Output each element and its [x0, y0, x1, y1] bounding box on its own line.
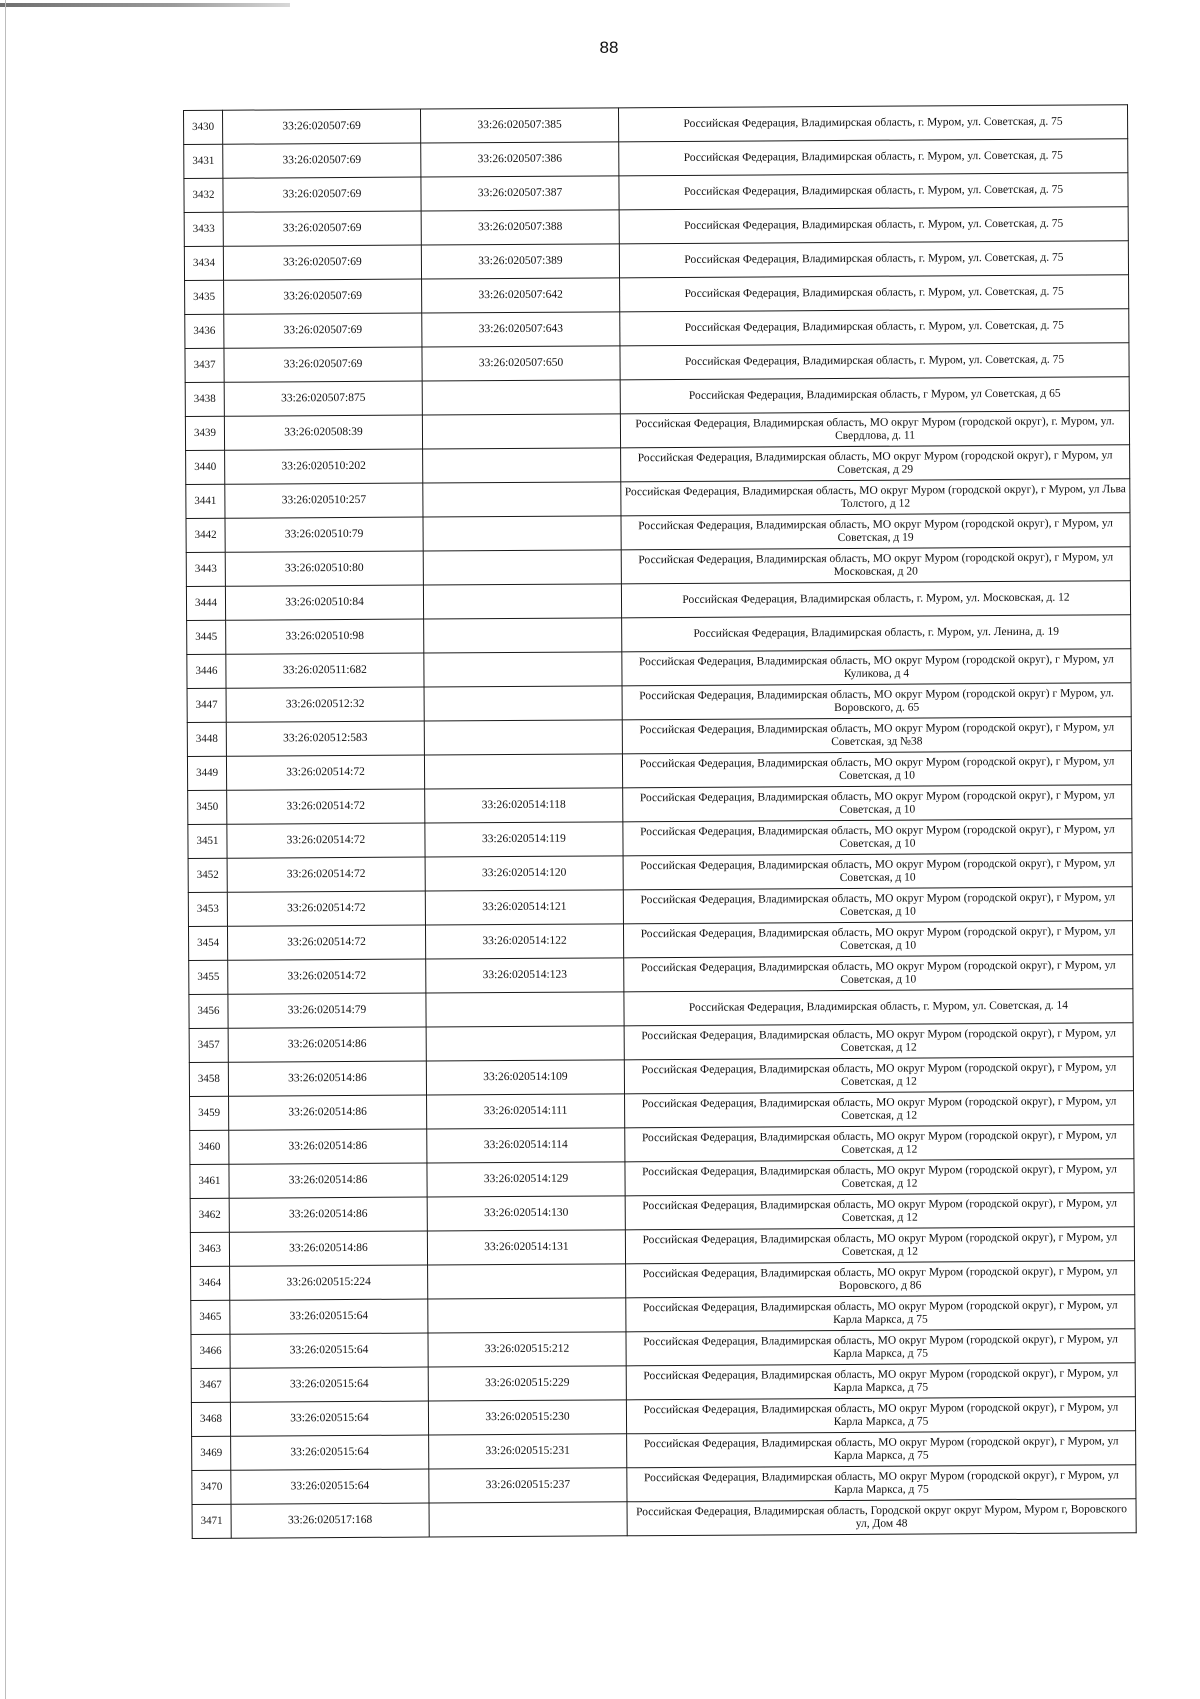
row-number-cell: 3435 [185, 280, 224, 314]
table-row [192, 1499, 1136, 1539]
row-number-cell: 3431 [184, 144, 223, 178]
address-cell: Российская Федерация, Владимирская область, г. Муром, ул. Ленина, д. 19 [622, 615, 1131, 652]
row-number-cell: 3468 [191, 1402, 230, 1436]
row-number-cell: 3450 [188, 790, 227, 824]
cadastral-number-cell: 33:26:020510:79 [225, 517, 423, 552]
address-cell: Российская Федерация, Владимирская область, МО округ Муром (городской округ), г Муром, ул Советская, д 10 [623, 785, 1132, 822]
row-number-cell: 3453 [188, 892, 227, 926]
registry-table [183, 104, 1137, 1539]
table-row [191, 1363, 1135, 1403]
address-cell: Российская Федерация, Владимирская область, МО округ Муром (городской округ), г Муром, ул Советская, д 29 [621, 445, 1130, 482]
table-row [187, 717, 1131, 757]
table-row [184, 241, 1128, 281]
object-cadastral-number-cell: 33:26:020515:231 [429, 1434, 627, 1469]
table-row [188, 921, 1132, 961]
table-row [184, 173, 1128, 213]
table-row [186, 513, 1130, 553]
table-row [189, 1057, 1133, 1097]
cadastral-number-cell: 33:26:020512:583 [226, 721, 424, 756]
row-number-cell: 3432 [184, 178, 223, 212]
cadastral-number-cell: 33:26:020517:168 [231, 1503, 429, 1538]
scan-edge-mark [0, 3, 290, 7]
object-cadastral-number-cell [429, 1502, 627, 1537]
row-number-cell: 3470 [192, 1470, 231, 1504]
address-cell: Российская Федерация, Владимирская область, МО округ Муром (городской округ), г Муром, ул Советская, д 12 [625, 1227, 1134, 1264]
object-cadastral-number-cell [422, 380, 620, 415]
cadastral-number-cell: 33:26:020514:72 [227, 857, 425, 892]
cadastral-number-cell: 33:26:020514:72 [227, 925, 425, 960]
table-row [191, 1397, 1135, 1437]
address-cell: Российская Федерация, Владимирская область, г. Муром, ул. Советская, д. 75 [619, 241, 1128, 278]
address-cell: Российская Федерация, Владимирская область, МО округ Муром (городской округ), г Муром, ул Советская, д 10 [623, 853, 1132, 890]
cadastral-number-cell: 33:26:020515:64 [230, 1401, 428, 1436]
table-row [188, 785, 1132, 825]
row-number-cell: 3449 [187, 756, 226, 790]
object-cadastral-number-cell: 33:26:020507:388 [421, 210, 619, 245]
cadastral-number-cell: 33:26:020514:86 [229, 1197, 427, 1232]
object-cadastral-number-cell [428, 1298, 626, 1333]
row-number-cell: 3436 [185, 314, 224, 348]
object-cadastral-number-cell [424, 652, 622, 687]
table-row [186, 479, 1130, 519]
address-cell: Российская Федерация, Владимирская область, г. Муром, ул. Московская, д. 12 [621, 581, 1130, 618]
row-number-cell: 3469 [192, 1436, 231, 1470]
address-cell: Российская Федерация, Владимирская область, МО округ Муром (городской округ), г. Муром, ул. Свердлова, д. 11 [620, 411, 1129, 448]
address-cell: Российская Федерация, Владимирская область, МО округ Муром (городской округ), г Муром, ул Карла Маркса, д 75 [626, 1295, 1135, 1332]
address-cell: Российская Федерация, Владимирская область, г. Муром, ул. Советская, д. 75 [619, 139, 1128, 176]
object-cadastral-number-cell [426, 992, 624, 1027]
object-cadastral-number-cell: 33:26:020515:237 [429, 1468, 627, 1503]
cadastral-number-cell: 33:26:020514:86 [228, 1061, 426, 1096]
table-row [184, 207, 1128, 247]
row-number-cell: 3438 [185, 382, 224, 416]
object-cadastral-number-cell: 33:26:020514:129 [427, 1162, 625, 1197]
cadastral-number-cell: 33:26:020510:84 [225, 585, 423, 620]
address-cell: Российская Федерация, Владимирская область, МО округ Муром (городской округ), г Муром, ул Советская, д 12 [625, 1159, 1134, 1196]
object-cadastral-number-cell [423, 584, 621, 619]
row-number-cell: 3441 [186, 484, 225, 518]
row-number-cell: 3445 [187, 620, 226, 654]
object-cadastral-number-cell: 33:26:020507:387 [421, 176, 619, 211]
address-cell: Российская Федерация, Владимирская область, МО округ Муром (городской округ), г Муром, ул Советская, д 12 [625, 1125, 1134, 1162]
row-number-cell: 3455 [189, 960, 228, 994]
cadastral-number-cell: 33:26:020510:98 [226, 619, 424, 654]
object-cadastral-number-cell: 33:26:020514:109 [426, 1060, 624, 1095]
object-cadastral-number-cell: 33:26:020507:385 [420, 108, 618, 143]
address-cell: Российская Федерация, Владимирская область, МО округ Муром (городской округ), г Муром, ул Московская, д 20 [621, 547, 1130, 584]
address-cell: Российская Федерация, Владимирская область, г. Муром, ул. Советская, д. 75 [619, 207, 1128, 244]
table-row [192, 1465, 1136, 1505]
table-row [190, 1091, 1134, 1131]
object-cadastral-number-cell: 33:26:020514:118 [425, 788, 623, 823]
row-number-cell: 3457 [189, 1028, 228, 1062]
table-row [191, 1261, 1135, 1301]
cadastral-number-cell: 33:26:020515:64 [230, 1333, 428, 1368]
table-row [191, 1295, 1135, 1335]
row-number-cell: 3452 [188, 858, 227, 892]
page-number: 88 [599, 38, 619, 57]
cadastral-number-cell: 33:26:020507:69 [224, 279, 422, 314]
table-row [184, 139, 1128, 179]
cadastral-number-cell: 33:26:020514:72 [228, 959, 426, 994]
row-number-cell: 3446 [187, 654, 226, 688]
cadastral-number-cell: 33:26:020514:86 [229, 1129, 427, 1164]
address-cell: Российская Федерация, Владимирская область, МО округ Муром (городской округ), г Муром, ул Советская, д 10 [624, 955, 1133, 992]
table-row [190, 1227, 1134, 1267]
row-number-cell: 3465 [191, 1300, 230, 1334]
cadastral-number-cell: 33:26:020514:86 [229, 1095, 427, 1130]
object-cadastral-number-cell [424, 720, 622, 755]
table-row [188, 819, 1132, 859]
cadastral-number-cell: 33:26:020514:72 [227, 891, 425, 926]
cadastral-number-cell: 33:26:020507:69 [224, 313, 422, 348]
cadastral-number-cell: 33:26:020510:202 [225, 449, 423, 484]
object-cadastral-number-cell [424, 686, 622, 721]
row-number-cell: 3448 [187, 722, 226, 756]
cadastral-number-cell: 33:26:020507:69 [223, 211, 421, 246]
cadastral-number-cell: 33:26:020515:64 [230, 1367, 428, 1402]
address-cell: Российская Федерация, Владимирская область, МО округ Муром (городской округ), г Муром, ул Советская, д 10 [623, 921, 1132, 958]
object-cadastral-number-cell: 33:26:020514:123 [426, 958, 624, 993]
cadastral-number-cell: 33:26:020507:69 [223, 143, 421, 178]
row-number-cell: 3463 [190, 1232, 229, 1266]
cadastral-number-cell: 33:26:020514:72 [227, 823, 425, 858]
address-cell: Российская Федерация, Владимирская область, МО округ Муром (городской округ), г Муром, ул Советская, д 10 [623, 887, 1132, 924]
address-cell: Российская Федерация, Владимирская область, г. Муром, ул. Советская, д. 75 [620, 343, 1129, 380]
table-row [185, 411, 1129, 451]
address-cell: Российская Федерация, Владимирская область, г. Муром, ул. Советская, д. 75 [620, 309, 1129, 346]
object-cadastral-number-cell: 33:26:020507:389 [421, 244, 619, 279]
table-row [187, 683, 1131, 723]
address-cell: Российская Федерация, Владимирская область, МО округ Муром (городской округ), г Муром, ул Карла Маркса, д 75 [626, 1363, 1135, 1400]
address-cell: Российская Федерация, Владимирская область, МО округ Муром (городской округ), г Муром, ул Советская, д 12 [625, 1193, 1134, 1230]
row-number-cell: 3451 [188, 824, 227, 858]
cadastral-number-cell: 33:26:020515:64 [231, 1435, 429, 1470]
row-number-cell: 3456 [189, 994, 228, 1028]
object-cadastral-number-cell [428, 1264, 626, 1299]
object-cadastral-number-cell: 33:26:020514:121 [425, 890, 623, 925]
object-cadastral-number-cell: 33:26:020507:643 [422, 312, 620, 347]
object-cadastral-number-cell: 33:26:020514:119 [425, 822, 623, 857]
table-row [186, 581, 1130, 621]
cadastral-number-cell: 33:26:020507:69 [223, 177, 421, 212]
address-cell: Российская Федерация, Владимирская область, Городской округ округ Муром, Муром г, Воровского ул, Дом 48 [627, 1499, 1136, 1536]
cadastral-number-cell: 33:26:020507:69 [223, 245, 421, 280]
address-cell: Российская Федерация, Владимирская область, МО округ Муром (городской округ), г Муром, ул Советская, д 10 [623, 819, 1132, 856]
address-cell: Российская Федерация, Владимирская область, МО округ Муром (городской округ), г Муром, ул Карла Маркса, д 75 [627, 1431, 1136, 1468]
object-cadastral-number-cell [423, 482, 621, 517]
address-cell: Российская Федерация, Владимирская область, МО округ Муром (городской округ) г Муром, ул. Воровского, д. 65 [622, 683, 1131, 720]
cadastral-number-cell: 33:26:020514:72 [226, 755, 424, 790]
address-cell: Российская Федерация, Владимирская область, МО округ Муром (городской округ), г Муром, ул Советская, д 12 [624, 1057, 1133, 1094]
cadastral-number-cell: 33:26:020515:224 [230, 1265, 428, 1300]
row-number-cell: 3433 [184, 212, 223, 246]
row-number-cell: 3471 [192, 1504, 231, 1538]
object-cadastral-number-cell [423, 550, 621, 585]
address-cell: Российская Федерация, Владимирская область, г Муром, ул Советская, д 65 [620, 377, 1129, 414]
table-row [188, 887, 1132, 927]
cadastral-number-cell: 33:26:020507:69 [224, 347, 422, 382]
registry-table-body [184, 105, 1137, 1539]
table-row [191, 1329, 1135, 1369]
address-cell: Российская Федерация, Владимирская область, г. Муром, ул. Советская, д. 14 [624, 989, 1133, 1026]
row-number-cell: 3434 [184, 246, 223, 280]
object-cadastral-number-cell [424, 618, 622, 653]
table-row [187, 615, 1131, 655]
object-cadastral-number-cell: 33:26:020507:642 [422, 278, 620, 313]
cadastral-number-cell: 33:26:020514:72 [227, 789, 425, 824]
object-cadastral-number-cell: 33:26:020515:212 [428, 1332, 626, 1367]
row-number-cell: 3458 [189, 1062, 228, 1096]
cadastral-number-cell: 33:26:020507:875 [224, 381, 422, 416]
object-cadastral-number-cell: 33:26:020507:386 [421, 142, 619, 177]
object-cadastral-number-cell: 33:26:020515:230 [428, 1400, 626, 1435]
address-cell: Российская Федерация, Владимирская область, МО округ Муром (городской округ), г Муром, ул Карла Маркса, д 75 [626, 1329, 1135, 1366]
row-number-cell: 3437 [185, 348, 224, 382]
table-row [186, 547, 1130, 587]
object-cadastral-number-cell [423, 448, 621, 483]
scan-left-edge [5, 0, 6, 1699]
cadastral-number-cell: 33:26:020508:39 [224, 415, 422, 450]
row-number-cell: 3459 [190, 1096, 229, 1130]
table-row [190, 1193, 1134, 1233]
object-cadastral-number-cell [426, 1026, 624, 1061]
table-row [185, 309, 1129, 349]
table-row [187, 751, 1131, 791]
cadastral-number-cell: 33:26:020510:257 [225, 483, 423, 518]
object-cadastral-number-cell: 33:26:020514:111 [427, 1094, 625, 1129]
address-cell: Российская Федерация, Владимирская область, МО округ Муром (городской округ), г Муром, ул Куликова, д 4 [622, 649, 1131, 686]
row-number-cell: 3460 [190, 1130, 229, 1164]
table-row [185, 275, 1129, 315]
row-number-cell: 3439 [185, 416, 224, 450]
row-number-cell: 3454 [188, 926, 227, 960]
object-cadastral-number-cell: 33:26:020514:122 [425, 924, 623, 959]
cadastral-number-cell: 33:26:020514:79 [228, 993, 426, 1028]
cadastral-number-cell: 33:26:020514:86 [229, 1163, 427, 1198]
table-row [189, 1023, 1133, 1063]
object-cadastral-number-cell: 33:26:020514:131 [427, 1230, 625, 1265]
table-row [185, 377, 1129, 417]
cadastral-number-cell: 33:26:020512:32 [226, 687, 424, 722]
table-row [189, 989, 1133, 1029]
table-row [190, 1125, 1134, 1165]
cadastral-number-cell: 33:26:020507:69 [223, 109, 421, 144]
table-row [189, 955, 1133, 995]
table-row [192, 1431, 1136, 1471]
object-cadastral-number-cell [423, 516, 621, 551]
row-number-cell: 3440 [186, 450, 225, 484]
object-cadastral-number-cell: 33:26:020514:120 [425, 856, 623, 891]
address-cell: Российская Федерация, Владимирская область, г. Муром, ул. Советская, д. 75 [620, 275, 1129, 312]
address-cell: Российская Федерация, Владимирская область, МО округ Муром (городской округ), г Муром, ул Воровского, д 86 [626, 1261, 1135, 1298]
object-cadastral-number-cell: 33:26:020514:130 [427, 1196, 625, 1231]
row-number-cell: 3464 [191, 1266, 230, 1300]
row-number-cell: 3466 [191, 1334, 230, 1368]
table-row [186, 445, 1130, 485]
object-cadastral-number-cell [424, 754, 622, 789]
row-number-cell: 3430 [184, 110, 223, 144]
row-number-cell: 3462 [190, 1198, 229, 1232]
address-cell: Российская Федерация, Владимирская область, МО округ Муром (городской округ), г Муром, ул Советская, д 12 [625, 1091, 1134, 1128]
object-cadastral-number-cell: 33:26:020507:650 [422, 346, 620, 381]
object-cadastral-number-cell: 33:26:020514:114 [427, 1128, 625, 1163]
row-number-cell: 3447 [187, 688, 226, 722]
address-cell: Российская Федерация, Владимирская область, МО округ Муром (городской округ), г Муром, ул Льва Толстого, д 12 [621, 479, 1130, 516]
address-cell: Российская Федерация, Владимирская область, МО округ Муром (городской округ), г Муром, ул Советская, д 19 [621, 513, 1130, 550]
address-cell: Российская Федерация, Владимирская область, МО округ Муром (городской округ), г Муром, ул Карла Маркса, д 75 [627, 1465, 1136, 1502]
row-number-cell: 3467 [191, 1368, 230, 1402]
row-number-cell: 3461 [190, 1164, 229, 1198]
cadastral-number-cell: 33:26:020515:64 [231, 1469, 429, 1504]
table-row [185, 343, 1129, 383]
cadastral-number-cell: 33:26:020515:64 [230, 1299, 428, 1334]
address-cell: Российская Федерация, Владимирская область, МО округ Муром (городской округ), г Муром, ул Советская, д 10 [622, 751, 1131, 788]
row-number-cell: 3443 [186, 552, 225, 586]
cadastral-number-cell: 33:26:020514:86 [228, 1027, 426, 1062]
object-cadastral-number-cell: 33:26:020515:229 [428, 1366, 626, 1401]
table-row [187, 649, 1131, 689]
address-cell: Российская Федерация, Владимирская область, МО округ Муром (городской округ), г Муром, ул Советская, д 12 [624, 1023, 1133, 1060]
table-row [184, 105, 1128, 145]
address-cell: Российская Федерация, Владимирская область, МО округ Муром (городской округ), г Муром, ул Карла Маркса, д 75 [626, 1397, 1135, 1434]
table-row [188, 853, 1132, 893]
row-number-cell: 3442 [186, 518, 225, 552]
address-cell: Российская Федерация, Владимирская область, МО округ Муром (городской округ), г Муром, ул Советская, зд №38 [622, 717, 1131, 754]
table-row [190, 1159, 1134, 1199]
object-cadastral-number-cell [422, 414, 620, 449]
cadastral-number-cell: 33:26:020510:80 [225, 551, 423, 586]
row-number-cell: 3444 [186, 586, 225, 620]
cadastral-number-cell: 33:26:020511:682 [226, 653, 424, 688]
address-cell: Российская Федерация, Владимирская область, г. Муром, ул. Советская, д. 75 [618, 105, 1127, 142]
cadastral-number-cell: 33:26:020514:86 [229, 1231, 427, 1266]
address-cell: Российская Федерация, Владимирская область, г. Муром, ул. Советская, д. 75 [619, 173, 1128, 210]
